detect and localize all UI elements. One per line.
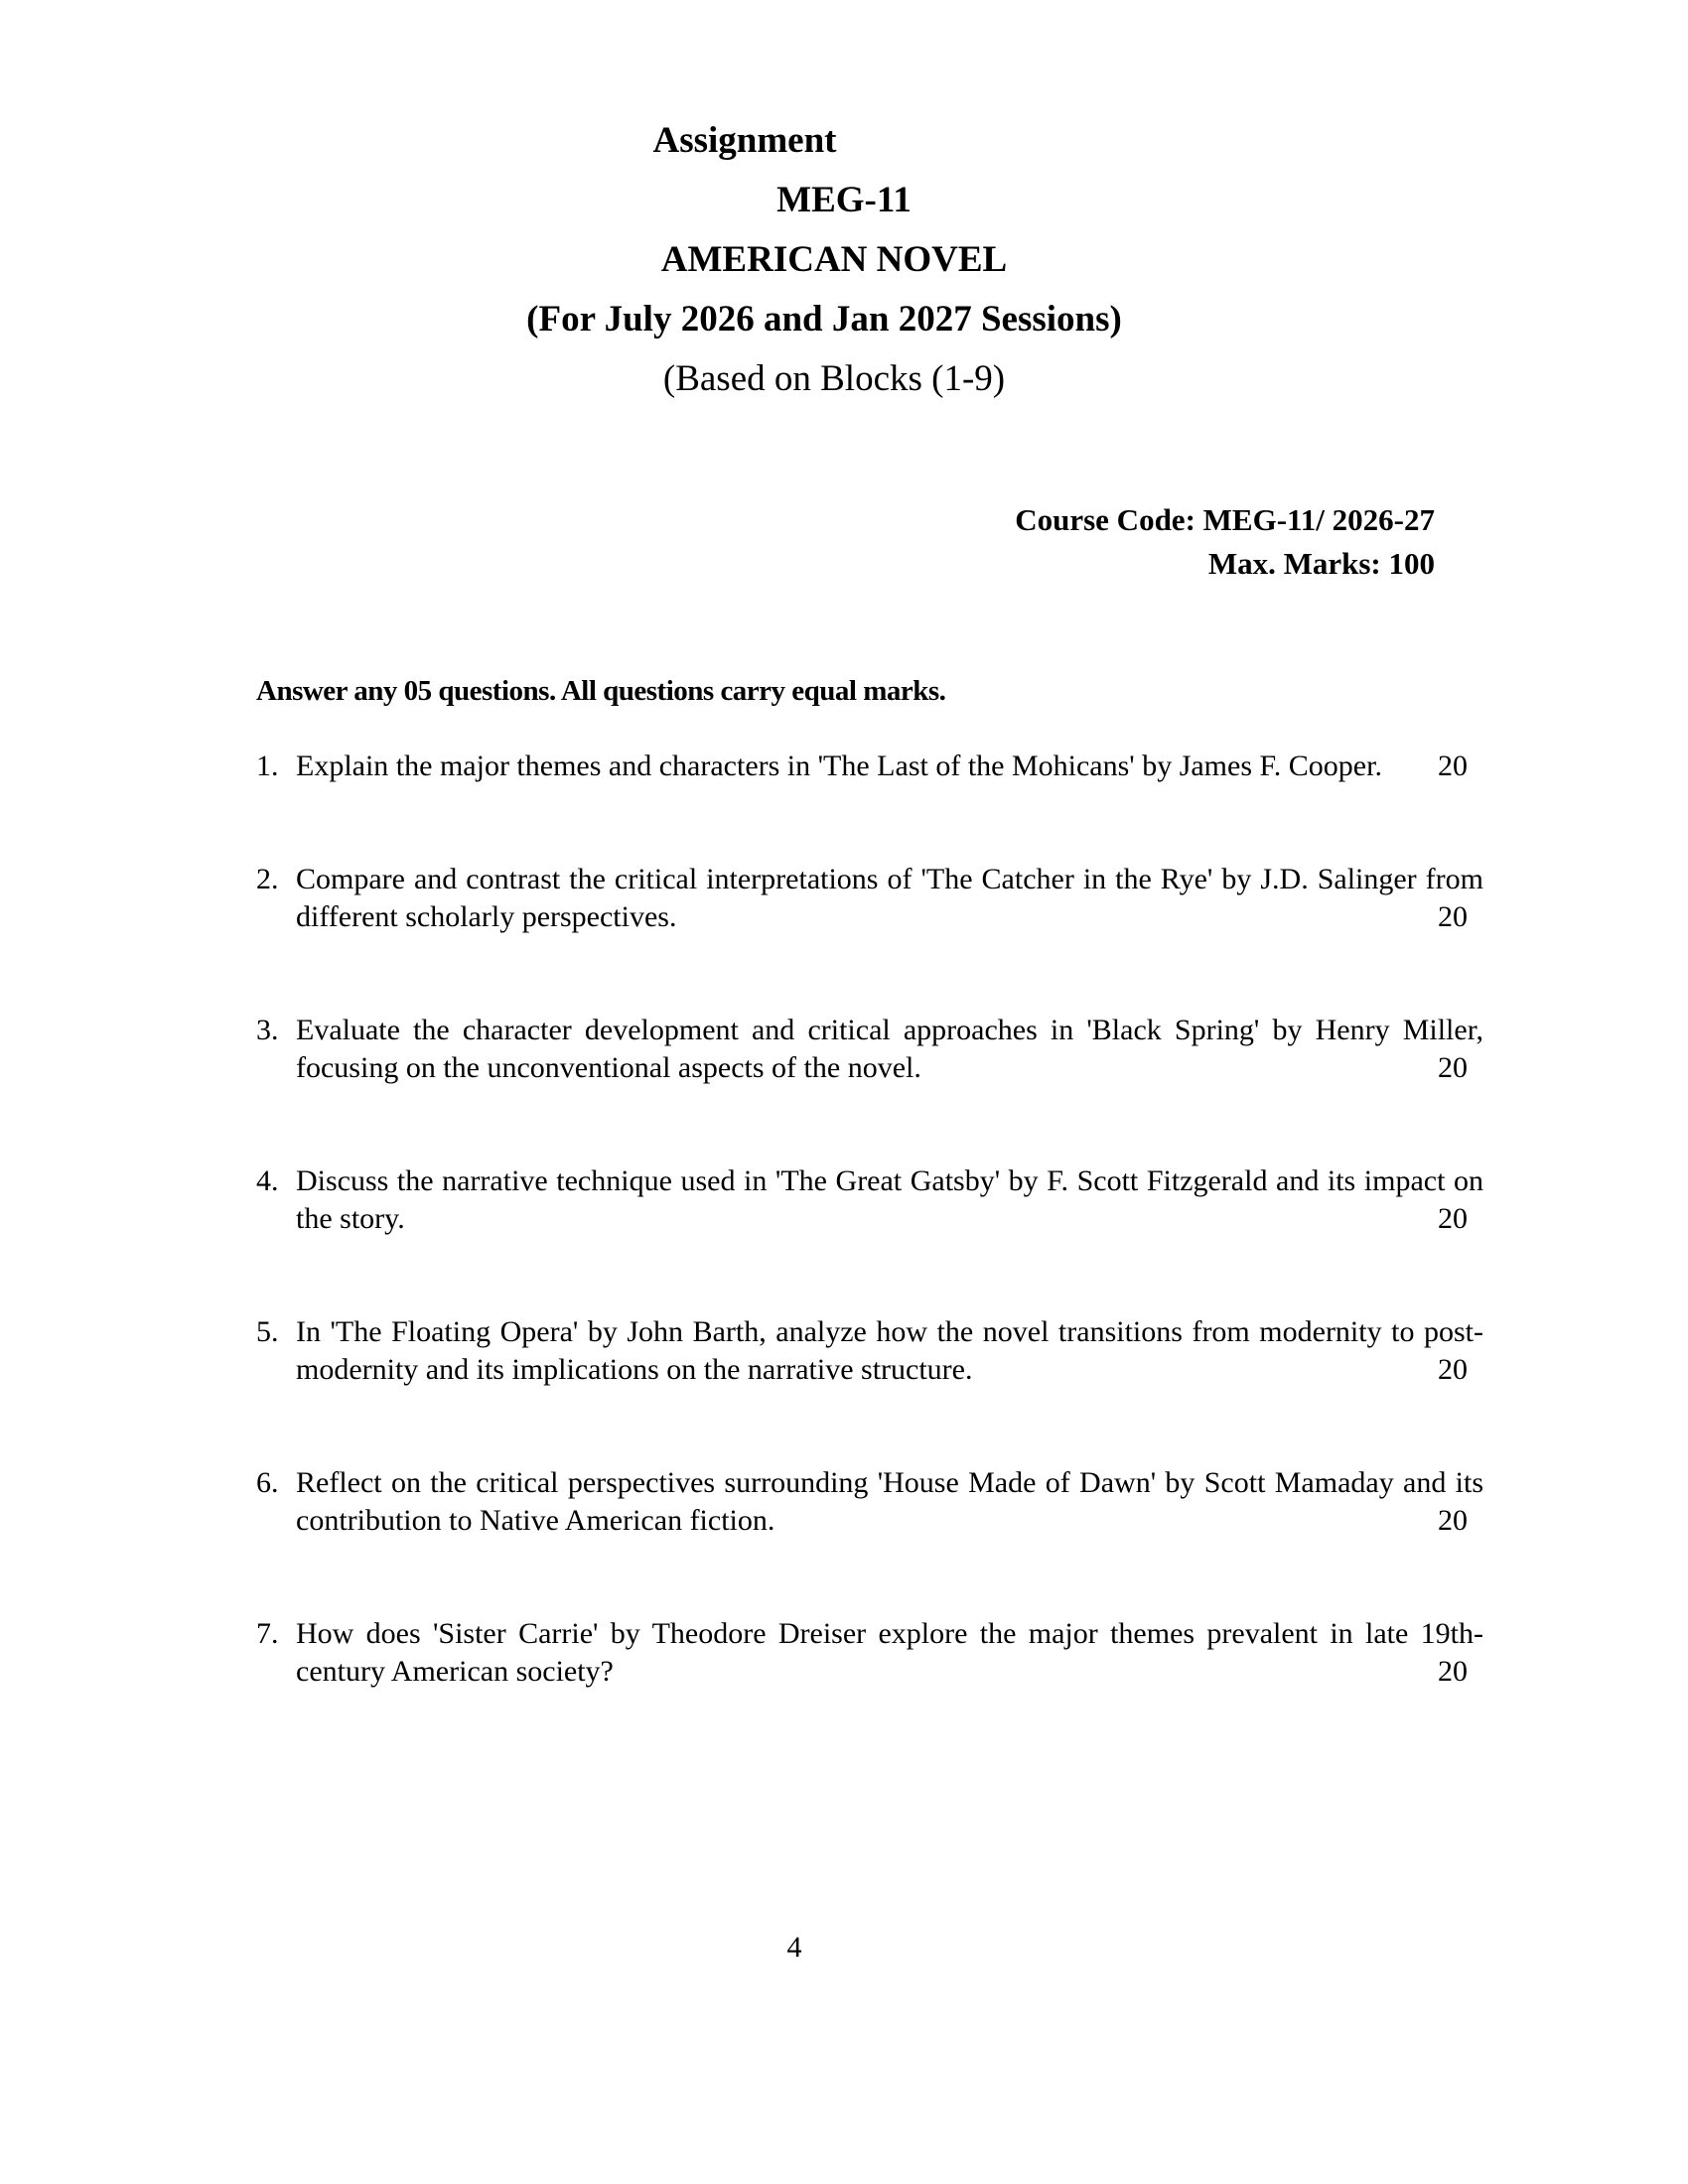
question-marks: 20 — [1438, 1051, 1468, 1084]
question-number: 4. — [256, 1164, 279, 1197]
question-number: 3. — [256, 1014, 279, 1046]
question-list — [256, 748, 1483, 1766]
course-code: Course Code: MEG-11/ 2026-27 — [1015, 502, 1435, 537]
assignment-heading: Assignment — [652, 120, 837, 161]
question-number: 6. — [256, 1466, 279, 1499]
question-item — [256, 1012, 1483, 1087]
question-text: In 'The Floating Opera' by John Barth, analyze how the novel transitions from modernity to post-modernity and its implications on the narrative structure. — [296, 1315, 1483, 1386]
question-item — [256, 1313, 1483, 1389]
blocks-line: (Based on Blocks (1-9) — [662, 358, 1006, 399]
question-item — [256, 861, 1483, 936]
question-marks: 20 — [1438, 750, 1468, 782]
page-number: 4 — [786, 1931, 802, 1964]
question-marks: 20 — [1438, 1504, 1468, 1537]
question-number: 7. — [256, 1617, 279, 1650]
course-info — [1015, 498, 1435, 586]
session-line: (For July 2026 and Jan 2027 Sessions) — [526, 299, 1122, 340]
question-item — [256, 1464, 1483, 1540]
max-marks: Max. Marks: 100 — [1207, 546, 1435, 581]
question-number: 1. — [256, 750, 279, 782]
question-marks: 20 — [1438, 1655, 1468, 1688]
question-number: 2. — [256, 863, 279, 895]
instructions: Answer any 05 questions. All questions carry equal marks. — [256, 675, 946, 707]
question-text: How does 'Sister Carrie' by Theodore Dreiser explore the major themes prevalent in late 19th-century American society? — [296, 1617, 1483, 1688]
question-text: Explain the major themes and characters in 'The Last of the Mohicans' by James F. Cooper. — [296, 750, 1382, 782]
question-marks: 20 — [1438, 1202, 1468, 1235]
question-text: Compare and contrast the critical interpretations of 'The Catcher in the Rye' by J.D. Salinger from different scholarly perspectives. — [296, 863, 1483, 933]
question-text: Reflect on the critical perspectives surrounding 'House Made of Dawn' by Scott Mamaday and its contribution to Native American fiction. — [296, 1466, 1483, 1537]
question-marks: 20 — [1438, 900, 1468, 933]
question-marks: 20 — [1438, 1353, 1468, 1386]
question-item — [256, 748, 1483, 785]
question-item — [256, 1615, 1483, 1691]
question-item — [256, 1162, 1483, 1238]
course-title-code: MEG-11 — [776, 180, 912, 220]
course-title-name: AMERICAN NOVEL — [660, 239, 1008, 280]
question-text: Evaluate the character development and critical approaches in 'Black Spring' by Henry Miller, focusing on the unconventional aspects of the novel. — [296, 1014, 1483, 1084]
question-text: Discuss the narrative technique used in 'The Great Gatsby' by F. Scott Fitzgerald and its impact on the story. — [296, 1164, 1483, 1235]
question-number: 5. — [256, 1315, 279, 1348]
